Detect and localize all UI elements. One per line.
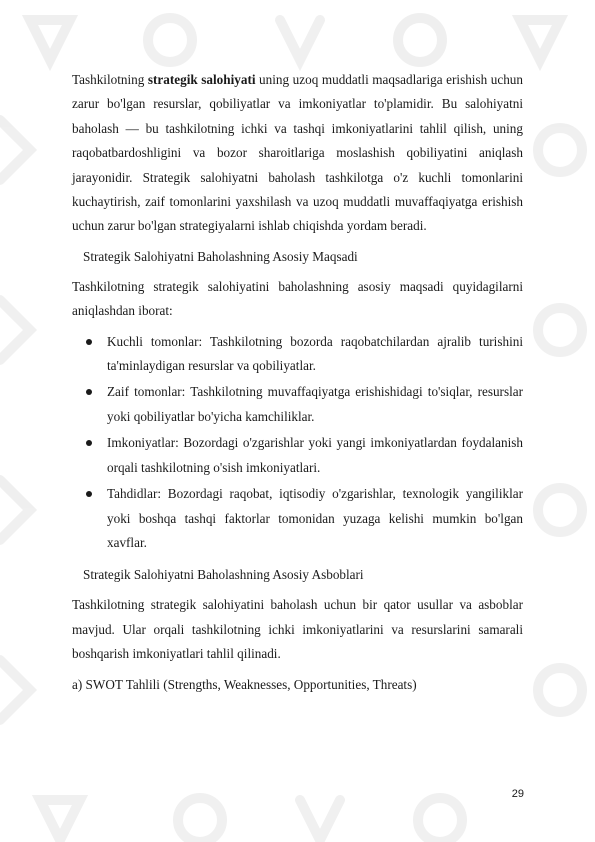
swot-subheading: a) SWOT Tahlili (Strengths, Weaknesses, Opportunities, Threats) (72, 676, 417, 692)
purpose-list (72, 330, 523, 556)
intro-strong-term: strategik salohiyati (147, 72, 256, 87)
bullet-icon (86, 440, 92, 446)
bullet-icon (86, 491, 92, 497)
bullet-icon (86, 339, 92, 345)
list-item-text: Imkoniyatlar: Bozordagi o'zgarishlar yoki yangi imkoniyatlardan foydalanish orqali tashkilotning o'sish imkoniyatlari. (107, 435, 523, 475)
list-item (86, 330, 523, 379)
list-item (86, 482, 523, 555)
list-item-text: Tahdidlar: Bozordagi raqobat, iqtisodiy o'zgarishlar, texnologik yangiliklar yoki boshqa tashqi faktorlar tomonidan yuzaga kelishi mumkin bo'lgan xavflar. (107, 486, 523, 550)
list-item-text: Kuchli tomonlar: Tashkilotning bozorda raqobatchilardan ajralib turishini ta'minlaydigan resurslar va qobiliyatlar. (107, 333, 523, 374)
intro-text-after: uning uzoq muddatli maqsadlariga erishish uchun zarur bo'lgan resurslar, qobiliyatlar va imkoniyatlar to'plamidir. Bu salohiyatni baholash — bu tashkilotning ichki va tashqi imkoniyatlarini tahlil qilish, uning raqobatbardoshligini va bozor sharoitlariga moslashish qobiliyatini aniqlash jarayonidir. Strategik salohiyatni baholash tashkilotga o'z kuchli tomonlarini kuchaytirish, zaif tomonlarini yaxshilash va uzoq muddatli muvaffaqiyatga erishish uchun zarur bo'lgan strategiyalarni ishlab chiqishda yordam beradi. (72, 72, 523, 234)
section-heading-asboblar: Strategik Salohiyatni Baholashning Asosiy Asboblari (83, 567, 364, 583)
intro-text-before: Tashkilotning (72, 72, 148, 87)
bullet-icon (86, 389, 92, 395)
list-item (86, 431, 523, 480)
intro-paragraph (72, 68, 523, 239)
list-item-text: Zaif tomonlar: Tashkilotning muvaffaqiyatga erishishidagi to'siqlar, resurslar yoki qobiliyatlar bo'yicha kamchiliklar. (107, 384, 523, 424)
section-heading-maqsad: Strategik Salohiyatni Baholashning Asosiy Maqsadi (83, 248, 358, 264)
list-item (86, 380, 523, 429)
purpose-paragraph: Tashkilotning strategik salohiyatini baholashning asosiy maqsadi quyidagilarni aniqlashdan iborat: (72, 278, 523, 319)
tools-paragraph: Tashkilotning strategik salohiyatini baholash uchun bir qator usullar va asboblar mavjud. Ular orqali tashkilotning ichki imkoniyatlarini va resurslarini samarali boshqarish imkoniyatlari tahlil qilinadi. (72, 597, 523, 662)
page-content (72, 68, 523, 697)
page-number: 29 (511, 788, 524, 800)
